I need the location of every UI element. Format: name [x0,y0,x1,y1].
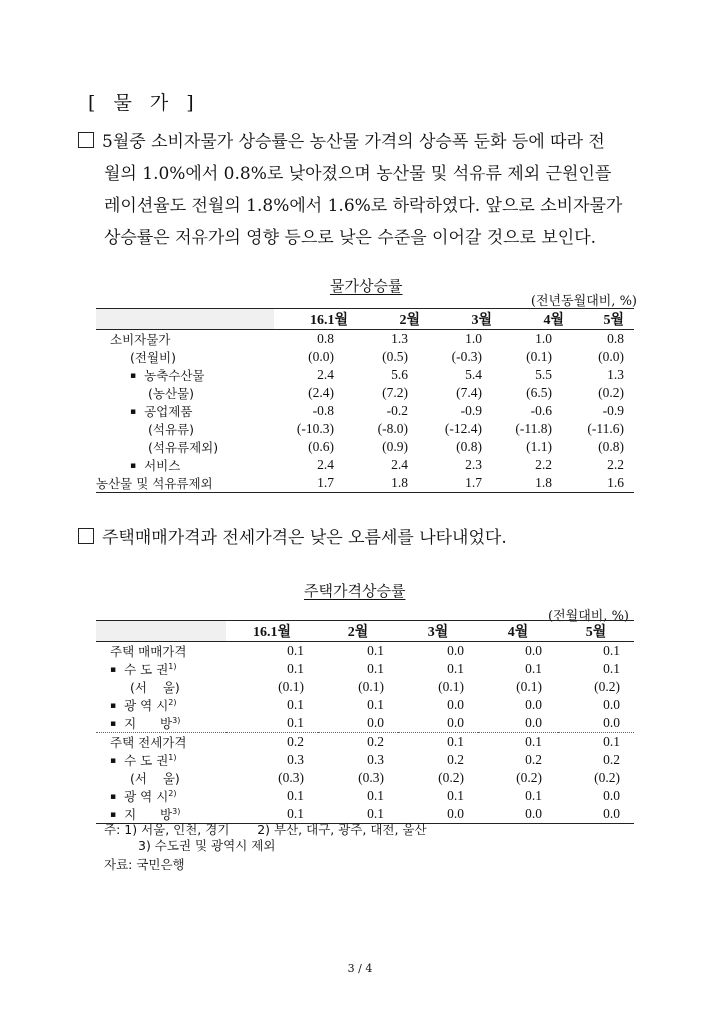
value-cell: 1.0 [535,331,552,346]
table-footnote: 주: 1) 서울, 인천, 경기 2) 부산, 대구, 광주, 대전, 울산 [104,822,427,837]
value-cell: 0.8 [317,331,334,346]
footnote-marker: 3) [172,806,181,816]
value-cell: -0.9 [602,403,624,418]
value-cell: 0.1 [603,643,620,658]
row-label-cell [96,348,274,366]
row-label-cell [96,733,226,752]
row-label-cell [96,330,274,349]
value-cell: 1.8 [348,474,420,493]
header-cell: 5월 [558,621,634,642]
bullet-icon: ▪ [110,701,117,711]
value-cell: (0.2) [594,679,620,694]
price-inflation-table [96,308,634,493]
value-cell: 0.1 [287,661,304,676]
row-label: 농산물 및 석유류제외 [96,476,213,491]
value-cell: (-10.3) [296,421,334,436]
checkbox-square-icon [78,132,94,148]
paragraph-housing [78,522,678,554]
value-cell: 0.1 [226,805,318,824]
bullet-icon: ▪ [110,665,117,675]
row-label: 지 방 [124,716,173,731]
header-cell: 3월 [398,621,478,642]
row-label: (전월비) [130,350,176,365]
row-label: 수 도 권 [124,753,169,768]
table-source: 자료: 국민은행 [104,857,185,872]
table-row [96,787,634,805]
value-cell: 0.0 [398,805,478,824]
value-cell: 1.0 [465,331,482,346]
row-label: (석유류) [148,422,194,437]
row-label-cell [96,660,226,678]
page-number: 3 / 4 [347,962,373,975]
value-cell: (0.2) [438,770,464,785]
value-cell: -0.6 [530,403,552,418]
value-cell: 0.0 [367,715,384,730]
value-cell: 0.1 [287,788,304,803]
row-label-cell [96,384,274,402]
value-cell: 0.2 [525,752,542,767]
header-cell: 4월 [492,309,564,330]
value-cell: 0.1 [603,661,620,676]
value-cell: 0.2 [447,752,464,767]
table-row [96,384,634,402]
value-cell: 0.1 [287,715,304,730]
row-label: (농산물) [148,386,194,401]
value-cell: (0.1) [358,679,384,694]
row-label: 주택 전세가격 [110,735,187,750]
footnote-marker: 2) [168,788,177,798]
value-cell: 5.5 [535,367,552,382]
table-row [96,714,634,733]
value-cell: 0.0 [447,643,464,658]
value-cell: 0.1 [447,788,464,803]
value-cell: 0.1 [367,661,384,676]
value-cell: 1.3 [391,331,408,346]
value-cell: 0.1 [525,661,542,676]
table-row [96,438,634,456]
value-cell: (6.5) [526,385,552,400]
value-cell: 0.2 [603,752,620,767]
bullet-icon: ▪ [130,461,137,471]
value-cell: (0.2) [516,770,542,785]
table-row [96,348,634,366]
value-cell: 0.0 [603,788,620,803]
value-cell: 0.1 [367,788,384,803]
value-cell: 0.3 [367,752,384,767]
table-row [96,456,634,474]
table-row [96,402,634,420]
bullet-icon: ▪ [110,719,117,729]
paragraph-line: 월의 1.0%에서 0.8%로 낮아졌으며 농산물 및 석유류 제외 근원인플 [104,164,612,184]
table-row [96,474,634,493]
table-title-housing: 주택가격상승률 [304,582,406,600]
row-label-cell [96,402,274,420]
value-cell: 0.1 [478,733,558,752]
row-label: (서 울) [130,680,180,695]
value-cell: 0.1 [525,788,542,803]
value-cell: (0.3) [278,770,304,785]
value-cell: (2.4) [308,385,334,400]
value-cell: 0.3 [287,752,304,767]
housing-price-table [96,620,634,824]
row-label-cell [96,678,226,696]
table-header-row [96,621,634,642]
value-cell: 0.0 [558,805,634,824]
row-label-cell [96,751,226,769]
table-row [96,696,634,714]
table-unit-prices: (전년동월대비, %) [530,294,637,309]
bullet-icon: ▪ [110,810,117,820]
table-row [96,751,634,769]
value-cell: (0.1) [526,349,552,364]
header-cell: 16.1월 [274,309,348,330]
value-cell: (0.9) [382,439,408,454]
value-cell: 0.8 [607,331,624,346]
value-cell: 1.7 [274,474,348,493]
value-cell: -0.2 [386,403,408,418]
row-label: 광 역 시 [124,698,169,713]
value-cell: (0.8) [456,439,482,454]
value-cell: 2.3 [465,457,482,472]
value-cell: (7.4) [456,385,482,400]
paragraph-line: 레이션율도 전월의 1.8%에서 1.6%로 하락하였다. 앞으로 소비자물가 [104,196,623,216]
bullet-icon: ▪ [130,407,137,417]
value-cell: 0.1 [287,643,304,658]
value-cell: 0.1 [318,805,398,824]
value-cell: 1.8 [492,474,564,493]
value-cell: 1.6 [564,474,634,493]
value-cell: 0.2 [226,733,318,752]
value-cell: (0.0) [598,349,624,364]
value-cell: (0.0) [308,349,334,364]
value-cell: 0.1 [398,733,478,752]
value-cell: (0.2) [598,385,624,400]
footnote-marker: 3) [172,715,181,725]
row-label-cell [96,456,274,474]
table-row [96,678,634,696]
value-cell: (0.1) [516,679,542,694]
section-title: [ 물 가 ] [88,92,200,114]
value-cell: 2.4 [317,367,334,382]
value-cell: 0.1 [367,697,384,712]
value-cell: 2.2 [607,457,624,472]
bullet-icon: ▪ [110,792,117,802]
value-cell: 0.1 [287,697,304,712]
table-row [96,642,634,661]
header-cell: 3월 [420,309,492,330]
row-label: 지 방 [124,807,173,822]
row-label-cell [96,714,226,733]
value-cell: (1.1) [526,439,552,454]
value-cell: 1.7 [420,474,492,493]
value-cell: (0.1) [438,679,464,694]
value-cell: 0.1 [367,643,384,658]
value-cell: -0.8 [312,403,334,418]
header-cell [96,309,274,330]
table-unit-housing: (전월대비, %) [548,609,629,624]
table-header-row [96,309,634,330]
value-cell: 5.4 [465,367,482,382]
row-label: (석유류제외) [148,440,219,455]
row-label: 주택 매매가격 [110,644,187,659]
row-label-cell [96,366,274,384]
row-label: 서비스 [144,458,181,473]
value-cell: (-12.4) [444,421,482,436]
value-cell: (0.5) [382,349,408,364]
row-label-cell [96,642,226,661]
table-row [96,420,634,438]
value-cell: 0.0 [525,715,542,730]
value-cell: 0.1 [558,733,634,752]
value-cell: (0.2) [594,770,620,785]
paragraph-line: 5월중 소비자물가 상승률은 농산물 가격의 상승폭 둔화 등에 따라 전 [102,132,605,152]
header-cell: 16.1월 [226,621,318,642]
table-title-prices: 물가상승률 [330,277,403,295]
row-label: 수 도 권 [124,662,169,677]
footnote-marker: 1) [168,752,177,762]
row-label-cell [96,438,274,456]
header-cell: 2월 [318,621,398,642]
value-cell: 0.0 [478,805,558,824]
value-cell: 2.2 [535,457,552,472]
table-footnote: 3) 수도권 및 광역시 제외 [138,838,276,853]
row-label-cell [96,769,226,787]
table-row [96,733,634,752]
value-cell: 0.1 [447,661,464,676]
footnote-marker: 1) [168,661,177,671]
header-cell: 5월 [564,309,634,330]
value-cell: 0.0 [603,715,620,730]
table-row [96,769,634,787]
value-cell: (7.2) [382,385,408,400]
row-label-cell [96,787,226,805]
value-cell: 2.4 [391,457,408,472]
row-label: 소비자물가 [110,332,171,347]
value-cell: 5.6 [391,367,408,382]
paragraph-line: 상승률은 저유가의 영향 등으로 낮은 수준을 이어갈 것으로 보인다. [104,228,597,248]
table-row [96,366,634,384]
header-cell: 2월 [348,309,420,330]
bullet-icon: ▪ [130,371,137,381]
value-cell: 0.0 [603,697,620,712]
value-cell: (0.6) [308,439,334,454]
value-cell: (-0.3) [451,349,482,364]
value-cell: 2.4 [317,457,334,472]
paragraph-line: 주택매매가격과 전세가격은 낮은 오름세를 나타내었다. [102,528,507,548]
value-cell: (0.8) [598,439,624,454]
row-label: 광 역 시 [124,789,169,804]
header-cell: 4월 [478,621,558,642]
checkbox-square-icon [78,528,94,544]
value-cell: 0.0 [447,715,464,730]
value-cell: (-8.0) [377,421,408,436]
value-cell: 0.0 [525,697,542,712]
value-cell: 1.3 [607,367,624,382]
value-cell: (0.1) [278,679,304,694]
row-label-cell [96,474,274,493]
row-label-cell [96,696,226,714]
row-label-cell [96,420,274,438]
value-cell: (-11.6) [587,421,624,436]
row-label: 공업제품 [144,404,193,419]
value-cell: (0.3) [358,770,384,785]
value-cell: 0.2 [318,733,398,752]
value-cell: (-11.8) [515,421,552,436]
bullet-icon: ▪ [110,756,117,766]
value-cell: 0.0 [525,643,542,658]
row-label: 농축수산물 [144,368,205,383]
table-row [96,660,634,678]
paragraph-prices [78,126,678,254]
footnote-marker: 2) [168,697,177,707]
table-row [96,330,634,349]
row-label: (서 울) [130,771,180,786]
header-cell [96,621,226,642]
value-cell: -0.9 [460,403,482,418]
value-cell: 0.0 [447,697,464,712]
